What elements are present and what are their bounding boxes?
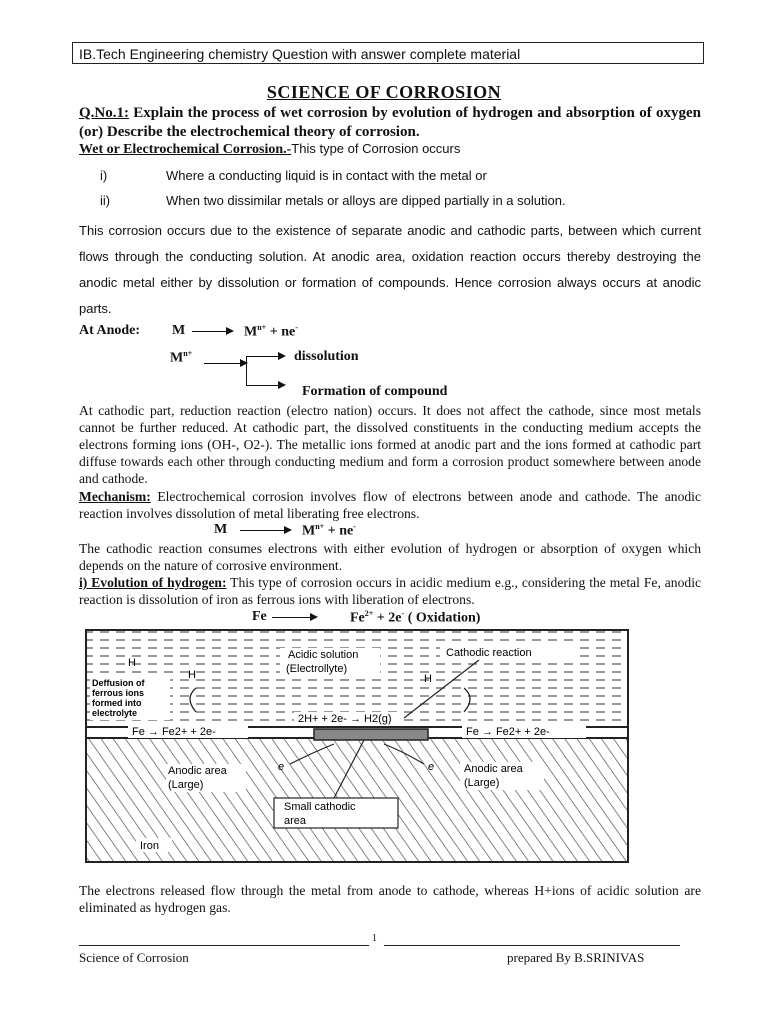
label-anodic-area-left: (Large) <box>168 779 204 791</box>
page-title: SCIENCE OF CORROSION <box>266 82 502 102</box>
list-item-num: ii) <box>100 193 111 208</box>
label-electron: e <box>278 761 285 773</box>
metal-ion: $M^{n+}$ <box>170 349 193 366</box>
question-text: Explain the process of wet corrosion by evolution of hydrogen and absorption of oxygen (or) Describe the electrochemical theory of corrosion. <box>79 105 701 140</box>
label-electrolyte: (Electrollyte) <box>286 663 348 675</box>
evolution-label: i) Evolution of hydrogen: <box>79 575 227 590</box>
formation-label: Formation of compound <box>302 384 448 399</box>
label-iron: Iron <box>140 840 159 852</box>
label-small-cathodic: Small cathodic <box>284 801 356 813</box>
eq2-reactant: M <box>214 522 228 537</box>
label-h-plus: H <box>188 669 196 681</box>
paragraph-anodic: This corrosion occurs due to the existence of separate anodic and cathodic parts, between which current flows through the conducting solution. At anodic area, oxidation reaction occurs thereby destroying the anodic metal either by dissolution or formation of compounds. Hence corrosion always occurs at anodic parts. <box>79 223 701 316</box>
eq2-product: $M^{n+} + ne^-$ <box>302 522 356 539</box>
question-1 <box>79 104 701 142</box>
dissolution-label: dissolution <box>294 349 359 364</box>
reaction-arrow <box>192 331 232 332</box>
footer-rule-left <box>79 945 369 946</box>
section-wet-corrosion <box>79 141 460 158</box>
branch-arrow-horizontal <box>204 363 246 364</box>
label-diffusion: electrolyte <box>92 708 138 718</box>
label-anodic-area-right: (Large) <box>464 777 500 789</box>
mechanism-label: Mechanism: <box>79 489 151 504</box>
paragraph-evolution <box>79 574 701 608</box>
label-anodic-area-left: Anodic area <box>168 765 227 777</box>
footer-rule-right <box>384 945 680 946</box>
mechanism-text: Electrochemical corrosion involves flow of electrons between anode and cathode. The anodic reaction involves dissolution of metal liberating free electrons. <box>79 489 701 521</box>
label-acidic-solution: Acidic solution <box>288 649 359 661</box>
label-electron: e <box>428 761 435 773</box>
branch-line <box>246 356 247 386</box>
label-diffusion: Deffusion of <box>92 678 145 688</box>
evolution-text: This type of corrosion occurs in acidic medium e.g., considering the metal Fe, anodic reaction is dissolution of iron as ferrous ions with liberation of electrons. <box>79 575 701 607</box>
label-anode-equation-left: Fe → Fe2+ + 2e- <box>132 726 216 738</box>
label-h-plus: H <box>128 657 136 669</box>
paragraph-final: The electrons released flow through the metal from anode to cathode, whereas H+ions of acidic solution are eliminated as hydrogen gas. <box>79 883 701 915</box>
reaction-arrow <box>240 530 290 531</box>
label-cathode-equation: 2H+ + 2e- → H2(g) <box>298 713 392 725</box>
anode-label: At Anode: <box>79 323 141 338</box>
page-header: IB.Tech Engineering chemistry Question with answer complete material <box>72 42 704 64</box>
section-intro: This type of Corrosion occurs <box>291 141 461 156</box>
paragraph-mechanism <box>79 488 701 522</box>
label-small-cathodic: area <box>284 815 307 827</box>
label-anode-equation-right: Fe → Fe2+ + 2e- <box>466 726 550 738</box>
section-heading: Wet or Electrochemical Corrosion.- <box>79 142 292 157</box>
label-anodic-area-right: Anodic area <box>464 763 523 775</box>
corrosion-diagram <box>84 628 630 864</box>
list-item-num: i) <box>100 168 108 183</box>
page-number: 1 <box>372 933 377 944</box>
label-h-plus: H <box>424 673 432 685</box>
reaction-arrow <box>272 617 316 618</box>
formation-arrow <box>246 385 284 386</box>
eq3-reactant: Fe <box>252 609 267 624</box>
paragraph-cathodic: At cathodic part, reduction reaction (electro nation) occurs. It does not affect the cathode, since most metals cannot be further reduced. At cathodic part, the dissolved constituents in the conducting medium accepts the electrons forming ions (OH-, O2-). The metallic ions formed at anodic part and the ions formed at cathodic part diffuse towards each other through conducting medium and form a corrosion product somewhere between anode and cathode. <box>79 403 701 486</box>
dissolution-arrow <box>246 356 284 357</box>
question-label: Q.No.1: <box>79 105 129 121</box>
footer-left: Science of Corrosion <box>79 950 189 965</box>
anode-reactant: M <box>172 323 186 338</box>
list-item-text: Where a conducting liquid is in contact with the metal or <box>166 168 487 183</box>
label-diffusion: ferrous ions <box>92 688 145 698</box>
anode-product: $M^{n+} + ne^-$ <box>244 323 298 340</box>
eq3-product: $Fe^{2+} + 2e^-$ ( Oxidation) <box>350 609 481 626</box>
list-item-text: When two dissimilar metals or alloys are dipped partially in a solution. <box>166 193 566 208</box>
label-cathodic-reaction: Cathodic reaction <box>446 647 532 659</box>
footer-right: prepared By B.SRINIVAS <box>507 950 645 965</box>
label-diffusion: formed into <box>92 698 142 708</box>
paragraph-consumes: The cathodic reaction consumes electrons with either evolution of hydrogen or absorption of oxygen which depends on the nature of corrosive environment. <box>79 541 701 573</box>
